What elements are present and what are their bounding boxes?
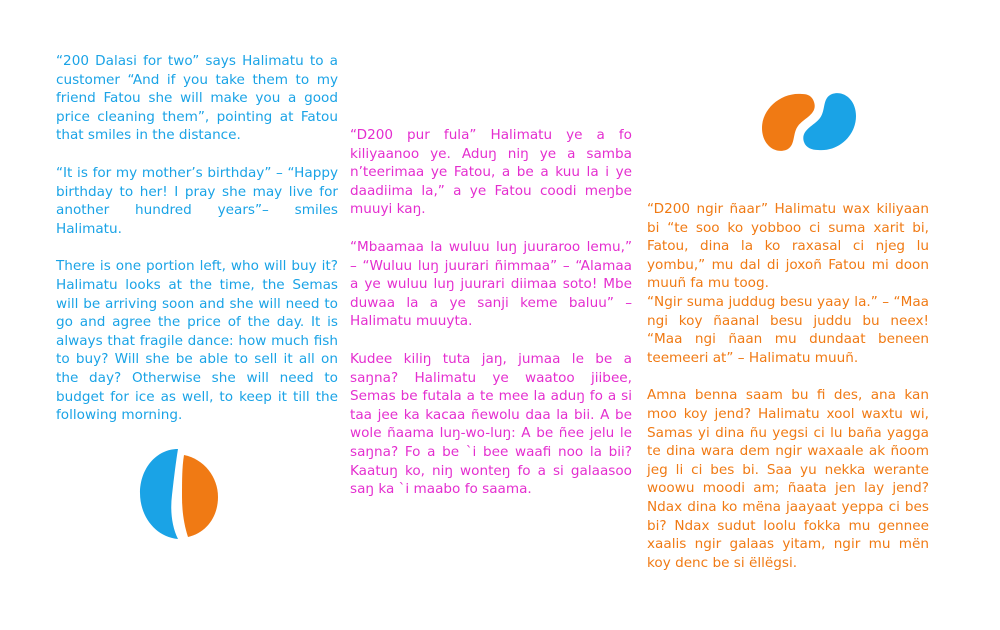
swirl-logo-icon: [756, 88, 860, 156]
english-paragraph-1: “200 Dalasi for two” says Halimatu to a customer “And if you take them to my friend Fatou she will make you a good price cleaning them”, pointing at Fatou that smiles in the distance.: [56, 53, 338, 144]
wolof-paragraph-2: Amna benna saam bu fi des, ana kan moo koy jend? Halimatu xool waxtu wi, Samas yi dina ñu yegsi ci lu baña yagga te dina wara dem ngir waxaale ak ñoom jeg li ci bes bi. Saa yu nekka werante woowu moodi am; ñaata jen lay jend? Ndax dina ko mëna jaayaat yeppa ci bes bi? Ndax sudut loolu fokka mu gennee xaalis ngir galaas yitam, ngir mu mën koy denc be si ëllëgsi.: [647, 387, 929, 571]
wolof-text-column: [647, 200, 929, 591]
mandinka-paragraph-1: “D200 pur fula” Halimatu ye a fo kiliyaanoo ye. Aduŋ niŋ ye a samba n’teerimaa ye Fatou, a be a kuu la i ye daadiima la,” a ye Fatou coodi meŋbe muuyi kaŋ.: [350, 127, 632, 218]
english-paragraph-3: There is one portion left, who will buy it? Halimatu looks at the time, the Semas will be arriving soon and she will need to go and agree the price of the day. It is always that fragile dance: how much fish to buy? Will she be able to sell it all on the day? Otherwise she will need to budget for ice as well, to keep it till the following morning.: [56, 258, 338, 424]
split-circle-logo-icon: [136, 445, 222, 543]
mandinka-text-column: [350, 126, 632, 518]
english-text-column: [56, 52, 338, 444]
logo-blue-half: [140, 449, 178, 539]
logo-orange-half: [182, 455, 218, 537]
english-paragraph-2: “It is for my mother’s birthday” – “Happy birthday to her! I pray she may live for another hundred years”– smiles Halimatu.: [56, 164, 338, 237]
wolof-paragraph-1: “D200 ngir ñaar” Halimatu wax kiliyaan bi “te soo ko yobboo ci suma xarit bi, Fatou, dina la ko raxasal ci njeg lu yombu,” mu dal di joxoñ Fatou mi doon muuñ fa mu toog. “Ngir suma juddug besu yaay la.” – “Maa ngi koy ñaanal besu juddu bu neex! “Maa ngi ñaan mu dundaat beneen teemeeri at” – Halimatu muuñ.: [647, 201, 929, 366]
mandinka-paragraph-3: Kudee kiliŋ tuta jaŋ, jumaa le be a saŋna? Halimatu ye waatoo jiibee, Semas be futala a te mee la aduŋ fo a si taa jee ka kacaa ñewolu daa la bii. A be wole ñaama luŋ-wo-luŋ: A be ñee jelu le saŋna? Fo a be `i bee waafi noo la bii? Kaatuŋ ko, niŋ wonteŋ fo a si galaasoo saŋ ka `i maabo fo saama.: [350, 350, 632, 498]
mandinka-paragraph-2: “Mbaamaa la wuluu luŋ juuraroo lemu,” – “Wuluu luŋ juurari ñimmaa” – “Alamaa a ye wuluu luŋ juurari diimaa soto! Mbe duwaa la a ye sanji keme baluu” – Halimatu muuyta.: [350, 238, 632, 330]
